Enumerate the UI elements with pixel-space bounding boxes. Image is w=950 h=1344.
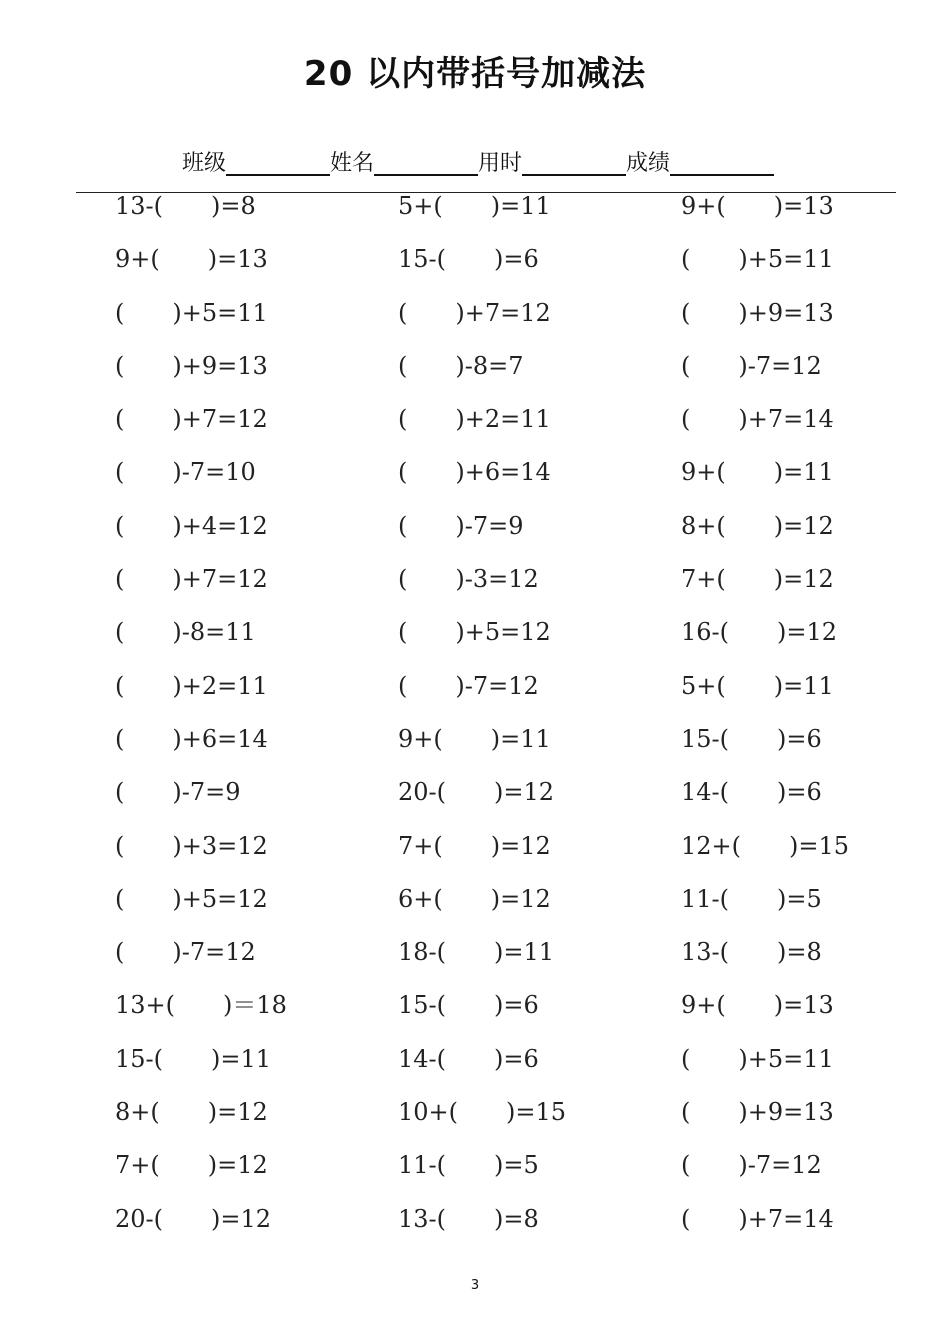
math-problem: 20-( )=12: [398, 778, 555, 807]
math-problem: 5+( )=11: [398, 192, 551, 220]
score-blank-line: [670, 174, 774, 176]
math-problem: 9+( )=13: [681, 991, 834, 1020]
math-problem: ( )-7=10: [115, 458, 256, 487]
math-problem: ( )-7=12: [681, 351, 822, 380]
math-problem: 13-( )=8: [681, 938, 822, 967]
problem-column-2: [398, 186, 658, 1252]
math-problem: ( )+9=13: [681, 298, 834, 327]
problem-column-1: [115, 186, 375, 1252]
math-problem: ( )+5=12: [398, 618, 551, 647]
math-problem: ( )+2=11: [115, 671, 268, 700]
problem-column-3: [681, 186, 941, 1252]
math-problem: ( )-8=7: [398, 351, 524, 380]
math-problem: ( )-7=12: [115, 938, 256, 967]
math-problem: 14-( )=6: [681, 778, 822, 807]
math-problem: ( )+2=11: [398, 405, 551, 434]
class-blank-line: [226, 174, 330, 176]
math-problem: 15-( )=6: [681, 724, 822, 753]
math-problem: 10+( )=15: [398, 1098, 567, 1127]
math-problem: ( )+5=11: [115, 298, 268, 327]
class-label: 班级: [182, 151, 227, 176]
math-problem: 20-( )=12: [115, 1204, 272, 1233]
math-problem: ( )-8=11: [115, 618, 256, 647]
math-problem: ( )+5=12: [115, 884, 268, 913]
math-problem: 9+( )=11: [681, 458, 834, 487]
math-problem: 15-( )=6: [398, 991, 539, 1020]
time-field: [478, 146, 626, 182]
math-problem: 11-( )=5: [681, 884, 822, 913]
math-problem: 5+( )=11: [681, 671, 834, 700]
math-problem: 13-( )=8: [398, 1204, 539, 1233]
math-problem: 8+( )=12: [115, 1098, 268, 1127]
math-problem: ( )+6=14: [398, 458, 551, 487]
math-problem: 14-( )=6: [398, 1044, 539, 1073]
math-problem: 12+( )=15: [681, 831, 850, 860]
math-problem: ( )+7=12: [115, 565, 268, 594]
name-field: [330, 146, 478, 182]
math-problem: ( )+9=13: [115, 351, 268, 380]
math-problem: 13-( )=8: [115, 192, 256, 220]
math-problem: 7+( )=12: [398, 831, 551, 860]
math-problem: 15-( )=6: [398, 245, 539, 274]
page-number: 3: [470, 1278, 480, 1293]
math-problem: 16-( )=12: [681, 618, 838, 647]
math-problem: 9+( )=11: [398, 724, 551, 753]
math-problem: 8+( )=12: [681, 511, 834, 540]
math-problem: 11-( )=5: [398, 1151, 539, 1180]
score-label: 成绩: [626, 151, 671, 176]
math-problem: 13+( )＝18: [115, 991, 287, 1020]
math-problem: ( )+3=12: [115, 831, 268, 860]
math-problem: ( )+7=12: [115, 405, 268, 434]
math-problem: ( )+7=14: [681, 1204, 834, 1233]
math-problem: ( )-7=9: [115, 778, 241, 807]
math-problem: 9+( )=13: [681, 192, 834, 220]
math-problem: ( )+4=12: [115, 511, 268, 540]
math-problem: ( )-3=12: [398, 565, 539, 594]
score-field: [626, 146, 774, 182]
page-title: 20 以内带括号加减法: [303, 54, 647, 94]
math-problem: ( )-7=12: [398, 671, 539, 700]
name-blank-line: [374, 174, 478, 176]
math-problem: ( )+5=11: [681, 245, 834, 274]
name-label: 姓名: [330, 151, 375, 176]
math-problem: 7+( )=12: [115, 1151, 268, 1180]
math-problem: 15-( )=11: [115, 1044, 272, 1073]
math-problem: 9+( )=13: [115, 245, 268, 274]
math-problem: 6+( )=12: [398, 884, 551, 913]
math-problem: ( )-7=12: [681, 1151, 822, 1180]
student-info-row: [182, 146, 774, 182]
math-problem: ( )+7=12: [398, 298, 551, 327]
math-problem: ( )+9=13: [681, 1098, 834, 1127]
math-problem: ( )+7=14: [681, 405, 834, 434]
math-problem: ( )+5=11: [681, 1044, 834, 1073]
math-problem: ( )-7=9: [398, 511, 524, 540]
math-problem: 7+( )=12: [681, 565, 834, 594]
math-problem: 18-( )=11: [398, 938, 555, 967]
class-field: [182, 146, 330, 182]
time-label: 用时: [478, 151, 523, 176]
math-problem: ( )+6=14: [115, 724, 268, 753]
time-blank-line: [522, 174, 626, 176]
